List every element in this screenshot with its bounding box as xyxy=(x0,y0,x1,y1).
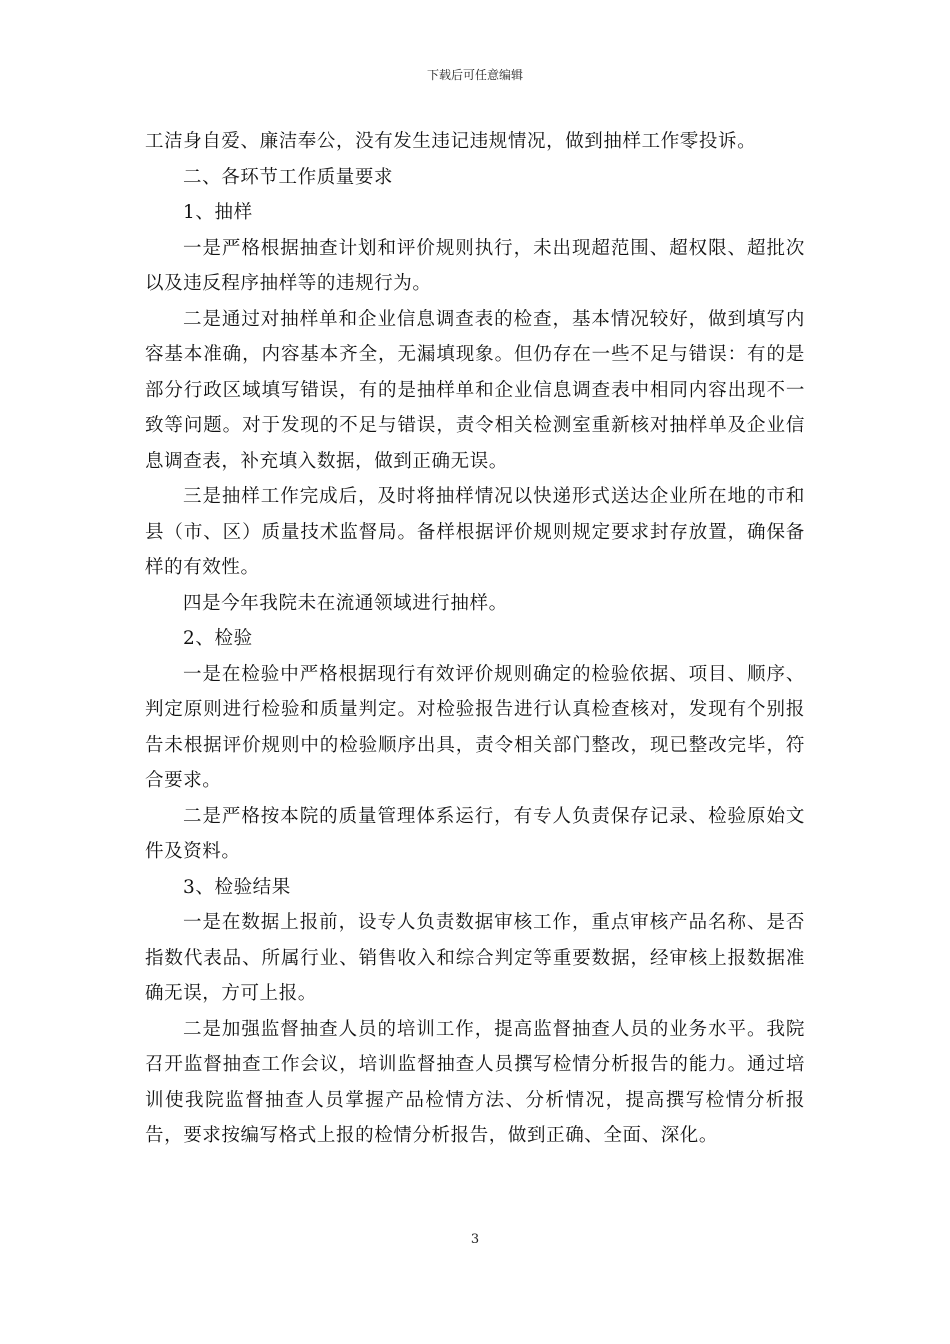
paragraph: 二是加强监督抽查人员的培训工作，提高监督抽查人员的业务水平。我院召开监督抽查工作会议，培训监督抽查人员撰写检情分析报告的能力。通过培训使我院监督抽查人员掌握产品检情方法、分析情况，提高撰写检情分析报告，要求按编写格式上报的检情分析报告，做到正确、全面、深化。 xyxy=(145,1018,805,1146)
subsection-heading: 3、检验结果 xyxy=(183,876,291,898)
paragraph: 四是今年我院未在流通领域进行抽样。 xyxy=(183,592,508,614)
subsection-heading: 1、抽样 xyxy=(183,202,253,223)
paragraph: 二是通过对抽样单和企业信息调查表的检查，基本情况较好，做到填写内容基本准确，内容基本齐全，无漏填现象。但仍存在一些不足与错误：有的是部分行政区域填写错误，有的是抽样单和企业信息调查表中相同内容出现不一致等问题。对于发现的不足与错误，责令相关检测室重新核对抽样单及企业信息调查表，补充填入数据，做到正确无误。 xyxy=(145,308,805,472)
paragraph: 一是严格根据抽查计划和评价规则执行，未出现超范围、超权限、超批次以及违反程序抽样等的违规行为。 xyxy=(145,237,805,294)
subsection-heading: 2、检验 xyxy=(183,628,253,649)
page-number: 3 xyxy=(470,1232,480,1247)
document-body xyxy=(145,124,805,1154)
page-header: 下载后可任意编辑 xyxy=(426,68,523,82)
paragraph: 工洁身自爱、廉洁奉公，没有发生违记违规情况，做到抽样工作零投诉。 xyxy=(145,131,757,152)
paragraph: 三是抽样工作完成后，及时将抽样情况以快递形式送达企业所在地的市和县（市、区）质量技术监督局。备样根据评价规则规定要求封存放置，确保备样的有效性。 xyxy=(145,486,805,578)
section-heading: 二、各环节工作质量要求 xyxy=(183,166,394,188)
paragraph: 一是在数据上报前，设专人负责数据审核工作，重点审核产品名称、是否指数代表品、所属行业、销售收入和综合判定等重要数据，经审核上报数据准确无误，方可上报。 xyxy=(145,912,805,1004)
paragraph: 二是严格按本院的质量管理体系运行，有专人负责保存记录、检验原始文件及资料。 xyxy=(145,805,805,862)
paragraph: 一是在检验中严格根据现行有效评价规则确定的检验依据、项目、顺序、判定原则进行检验和质量判定。对检验报告进行认真检查核对，发现有个别报告未根据评价规则中的检验顺序出具，责令相关部门整改，现已整改完毕，符合要求。 xyxy=(145,663,805,791)
